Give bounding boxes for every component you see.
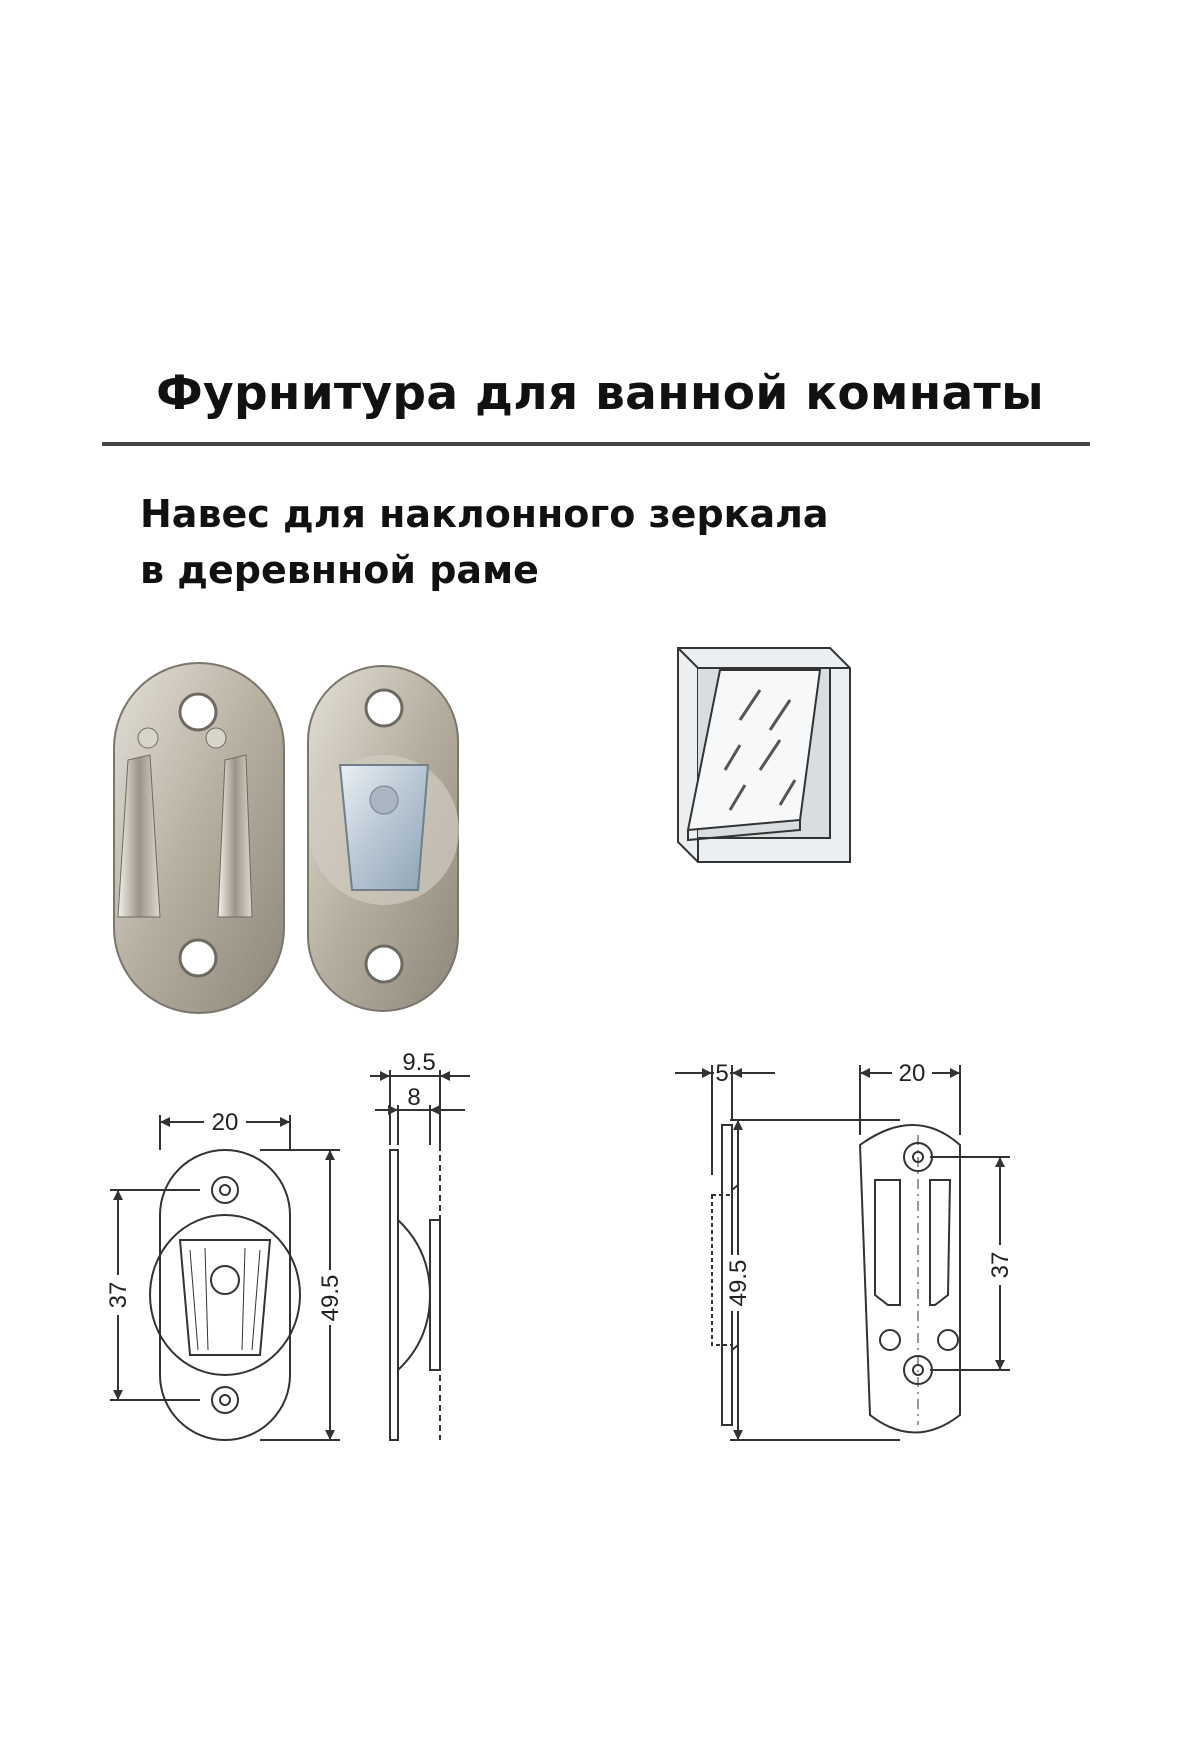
hinge-plate-photo-front	[100, 655, 300, 1025]
tilted-mirror-illustration	[670, 640, 860, 880]
dim-left-length: 49.5	[317, 1274, 344, 1322]
dim-right-thickness: 5	[715, 1060, 729, 1087]
subtitle-line-1: Навес для наклонного зеркала	[140, 492, 829, 536]
page-title: Фурнитура для ванной комнаты	[156, 366, 1044, 421]
subtitle-line-2: в деревнной раме	[140, 548, 539, 592]
technical-drawing-right	[660, 1055, 1080, 1460]
hinge-plate-photo-back	[300, 660, 470, 1020]
dim-right-hole-distance: 37	[987, 1251, 1014, 1279]
dim-left-depth-inner: 8	[407, 1084, 421, 1111]
dim-left-width: 20	[211, 1109, 239, 1136]
technical-drawing-left	[80, 1050, 520, 1460]
dim-right-length: 49.5	[725, 1259, 752, 1307]
dim-left-depth-total: 9.5	[402, 1049, 436, 1076]
dim-left-hole-distance: 37	[105, 1281, 132, 1309]
product-subtitle	[140, 486, 829, 598]
title-divider	[102, 442, 1090, 446]
dim-right-width: 20	[898, 1060, 926, 1087]
